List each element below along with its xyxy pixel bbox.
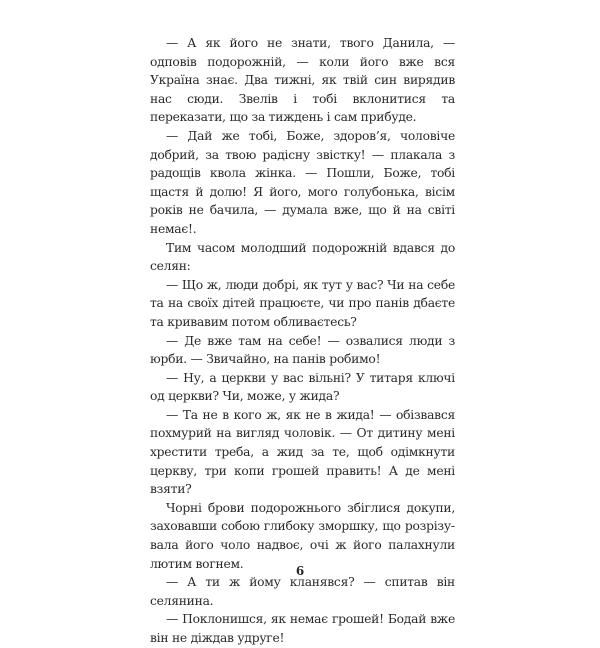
paragraph: — Поклонишся, як немає грошей! Бодай вже він не діждав удруге! <box>150 612 455 645</box>
paragraph: — Де вже там на себе! — озвалися люди з юрби. — Звичайно, на панів робимо! <box>150 333 455 367</box>
paragraph: — А ти ж йому кланявся? — спитав він селянина. <box>150 575 455 608</box>
paragraph: Чорні брови подорожнього збіглися докупи, заховавши собою глибоку зморшку, що розрізувала його чоло надвоє, очі ж його палахнули лютим вогнем. <box>150 500 455 571</box>
paragraph: Тим часом молодший подорожній вдався до селян: <box>150 240 455 274</box>
paragraph: — Та не в кого ж, як не в жида! — обізвався похмурий на вигляд чоловік. — От дитину мені хрестити треба, а жид за те, щоб одімкнути церкву, три копи грошей править! А де мені взяти? <box>150 407 455 497</box>
paragraph: — Що ж, люди добрі, як тут у вас? Чи на себе та на своїх дітей працюєте, чи про панів дбаєте та кривавим потом обливаєтесь? <box>150 277 455 329</box>
paragraph: — Ну, а церкви у вас вільні? У титаря ключі од церкви? Чи, може, у жида? <box>150 370 455 404</box>
paragraph: — Дай же тобі, Боже, здоров’я, чоловіче добрий, за твою радісну звістку! — плакала з радощів квола жінка. — Пошли, Боже, тобі щастя й долю! Я його, мого голубонька, вісім років не бачила, — думала вже, що й на світі немає!. <box>150 128 455 236</box>
page-body <box>150 34 455 648</box>
page-number: 6 <box>295 564 305 578</box>
paragraph: — А як його не знати, твого Данила, — одповів подорожній, — коли його вже вся Україна знає. Два тижні, як твій син вирядив нас сюди. Звелів і тобі вклонитися та переказати, що за тиждень і сам прибуде. <box>150 36 455 125</box>
